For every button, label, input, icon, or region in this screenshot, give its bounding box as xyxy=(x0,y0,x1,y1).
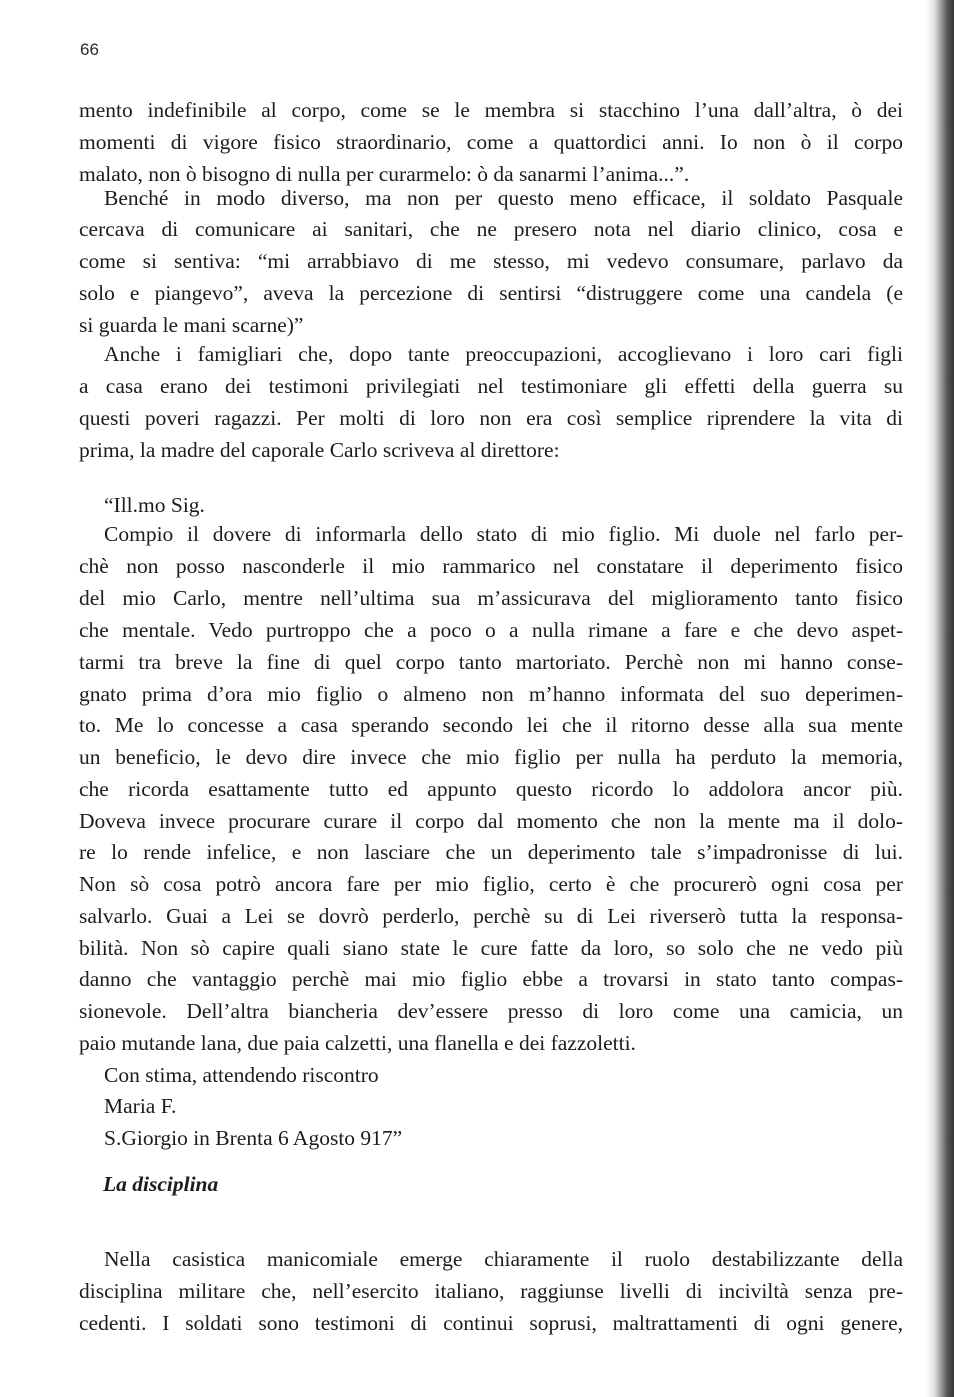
letter-line: chè non posso nasconderle il mio rammarico nel constatare il deperimento fisico xyxy=(79,554,903,578)
text-line: come si sentiva: “mi arrabbiavo di me stesso, mi vedevo consumare, parlavo da xyxy=(79,249,903,273)
text-line: cercava di comunicare ai sanitari, che ne presero nota nel diario clinico, cosa e xyxy=(79,217,903,241)
text-line: momenti di vigore fisico straordinario, come a quattordici anni. Io non ò il corpo xyxy=(79,130,903,154)
letter-line: re lo rende infelice, e non lasciare che un deperimento tale s’impadronisse di lui. xyxy=(79,840,903,864)
letter-line: del mio Carlo, mentre nell’ultima sua m’assicurava del miglioramento tanto fisico xyxy=(79,586,903,610)
text-line: si guarda le mani scarne)” xyxy=(79,313,304,337)
page-number: 66 xyxy=(80,40,99,59)
page-binding-shadow xyxy=(926,0,954,1397)
letter-line: tarmi tra breve la fine di quel corpo tanto martoriato. Perchè non mi hanno conse- xyxy=(79,650,903,674)
letter-line: paio mutande lana, due paia calzetti, una flanella e dei fazzoletti. xyxy=(79,1031,636,1055)
letter-line: Doveva invece procurare curare il corpo dal momento che non la mente ma il dolo- xyxy=(79,809,903,833)
text-line: malato, non ò bisogno di nulla per curarmelo: ò da sanarmi l’anima...”. xyxy=(79,162,690,186)
text-line: Nella casistica manicomiale emerge chiaramente il ruolo destabilizzante della xyxy=(104,1247,903,1271)
letter-line: sionevole. Dell’altra biancheria dev’essere presso di loro come una camicia, un xyxy=(79,999,903,1023)
letter-line: gnato prima d’ora mio figlio o almeno non m’hanno informata del suo deperimen- xyxy=(79,682,903,706)
letter-line: Compio il dovere di informarla dello stato di mio figlio. Mi duole nel farlo per- xyxy=(104,522,903,546)
text-line: cedenti. I soldati sono testimoni di continui soprusi, maltrattamenti di ogni genere, xyxy=(79,1311,903,1335)
text-line: mento indefinibile al corpo, come se le membra si stacchino l’una dall’altra, ò dei xyxy=(79,98,903,122)
text-line: a casa erano dei testimoni privilegiati nel testimoniare gli effetti della guerra su xyxy=(79,374,903,398)
letter-line: che ricorda esattamente tutto ed appunto questo ricordo lo addolora ancor più. xyxy=(79,777,903,801)
letter-line: che mentale. Vedo purtroppo che a poco o a nulla rimane a fare e che devo aspet- xyxy=(79,618,903,642)
text-line: solo e piangevo”, aveva la percezione di sentirsi “distruggere come una candela (e xyxy=(79,281,903,305)
letter-line: danno che vantaggio perchè mai mio figlio ebbe a trovarsi in stato tanto compas- xyxy=(79,967,903,991)
letter-place-date: S.Giorgio in Brenta 6 Agosto 917” xyxy=(104,1126,403,1150)
letter-signature: Maria F. xyxy=(104,1094,177,1118)
text-line: questi poveri ragazzi. Per molti di loro non era così semplice riprendere la vita di xyxy=(79,406,903,430)
letter-line: to. Me lo concesse a casa sperando secondo lei che il ritorno desse alla sua mente xyxy=(79,713,903,737)
section-title: La disciplina xyxy=(103,1172,219,1196)
text-line: prima, la madre del caporale Carlo scriveva al direttore: xyxy=(79,438,560,462)
letter-line: Non sò cosa potrò ancora fare per mio figlio, certo è che procurerò ogni cosa per xyxy=(79,872,903,896)
letter-line: bilità. Non sò capire quali siano state le cure fatte da loro, so solo che ne vedo più xyxy=(79,936,903,960)
letter-closing: Con stima, attendendo riscontro xyxy=(104,1063,379,1087)
letter-salutation: “Ill.mo Sig. xyxy=(104,493,205,517)
text-line: Anche i famigliari che, dopo tante preoccupazioni, accoglievano i loro cari figli xyxy=(104,342,903,366)
text-line: disciplina militare che, nell’esercito italiano, raggiunse livelli di inciviltà senza pre- xyxy=(79,1279,903,1303)
letter-line: un beneficio, le devo dire invece che mio figlio per nulla ha perduto la memoria, xyxy=(79,745,903,769)
letter-line: salvarlo. Guai a Lei se dovrò perderlo, perchè su di Lei riverserò tutta la responsa- xyxy=(79,904,903,928)
text-line: Benché in modo diverso, ma non per questo meno efficace, il soldato Pasquale xyxy=(104,186,903,210)
